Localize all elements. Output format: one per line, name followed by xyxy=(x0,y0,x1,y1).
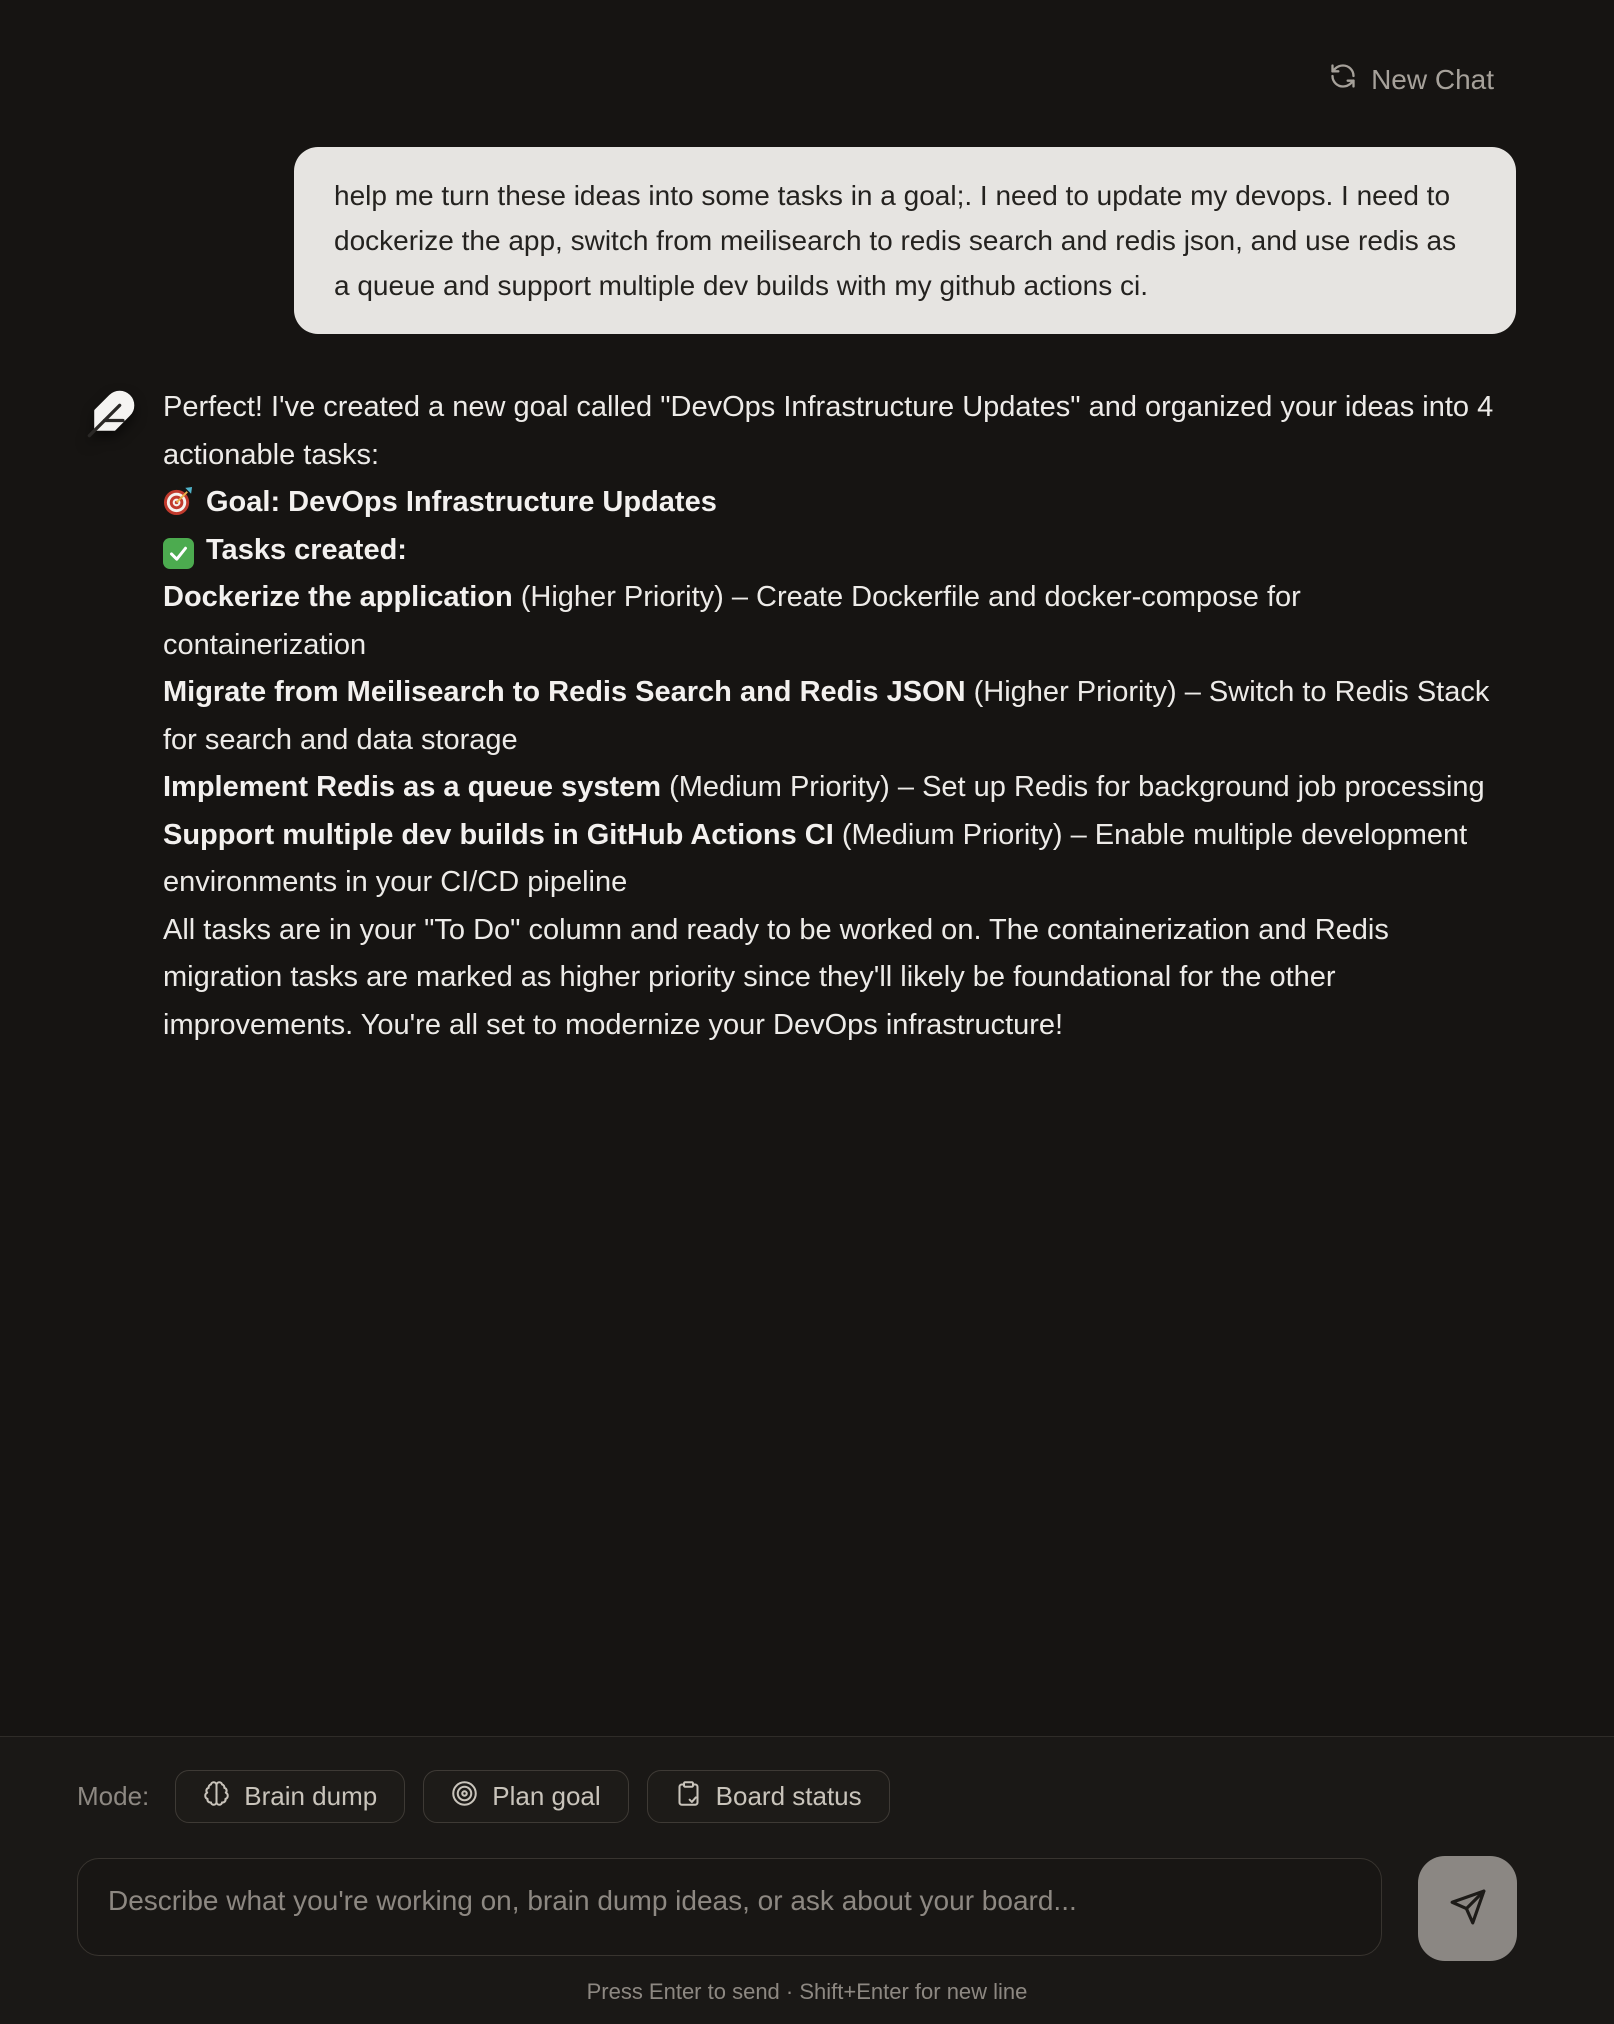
send-icon xyxy=(1449,1888,1487,1929)
assistant-message xyxy=(163,384,1496,1049)
assistant-message-row xyxy=(0,384,1614,1049)
user-message-row xyxy=(0,147,1614,334)
mode-label: Mode: xyxy=(77,1781,150,1811)
mode-buttons xyxy=(175,1770,889,1823)
clipboard-check-icon xyxy=(675,1780,702,1814)
mode-button-label: Board status xyxy=(715,1781,862,1811)
input-row xyxy=(0,1858,1614,1961)
task-title: Dockerize the application xyxy=(163,581,513,613)
mode-button-plan-goal[interactable] xyxy=(423,1770,628,1823)
brain-icon xyxy=(203,1780,230,1814)
tasks-created-line xyxy=(163,527,1496,575)
keyboard-hint: Press Enter to send · Shift+Enter for new line xyxy=(586,1979,1028,2004)
top-bar xyxy=(0,0,1614,97)
user-message-bubble: help me turn these ideas into some tasks in a goal;. I need to update my devops. I need to dockerize the app, switch from meilisearch to redis search and redis json, and use redis as a queue and support multiple dev builds with my github actions ci. xyxy=(294,147,1516,334)
mode-button-label: Plan goal xyxy=(492,1781,601,1811)
goal-heading: Goal: DevOps Infrastructure Updates xyxy=(206,486,717,518)
goal-line xyxy=(163,479,1496,527)
task-item xyxy=(163,764,1496,812)
mode-button-brain-dump[interactable] xyxy=(175,1770,405,1823)
task-detail: (Higher Priority) – Create Dockerfile and docker-compose for containerization xyxy=(163,581,1301,661)
task-item xyxy=(163,574,1496,669)
task-detail: (Medium Priority) – Enable multiple development environments in your CI/CD pipeline xyxy=(163,818,1468,898)
task-item xyxy=(163,812,1496,907)
tasks-heading: Tasks created: xyxy=(206,533,407,566)
mode-button-label: Brain dump xyxy=(244,1781,378,1811)
send-button[interactable] xyxy=(1418,1856,1517,1961)
mode-row xyxy=(0,1770,1614,1823)
task-detail: (Medium Priority) – Set up Redis for background job processing xyxy=(661,771,1485,803)
new-chat-label: New Chat xyxy=(1371,63,1494,95)
task-title: Implement Redis as a queue system xyxy=(163,771,662,803)
assistant-intro: Perfect! I've created a new goal called "DevOps Infrastructure Updates" and organized your ideas into 4 actionable tasks: xyxy=(163,391,1494,471)
composer-panel xyxy=(0,1736,1614,2024)
task-detail: (Higher Priority) – Switch to Redis Stack for search and data storage xyxy=(163,676,1490,756)
task-item xyxy=(163,669,1496,764)
assistant-outro: All tasks are in your "To Do" column and ready to be worked on. The containerization and Redis migration tasks are marked as higher priority since they'll likely be foundational for the other improvements. You're all set to modernize your DevOps infrastructure! xyxy=(163,913,1389,1041)
hint-row xyxy=(0,1979,1614,2005)
feather-icon xyxy=(85,388,137,446)
check-emoji-icon xyxy=(163,538,194,569)
mode-button-board-status[interactable] xyxy=(647,1770,890,1823)
task-title: Support multiple dev builds in GitHub Actions CI xyxy=(163,818,834,851)
target-icon xyxy=(451,1780,478,1814)
new-chat-button[interactable] xyxy=(1329,62,1494,97)
task-title: Migrate from Meilisearch to Redis Search and Redis JSON xyxy=(163,676,966,708)
refresh-icon xyxy=(1329,62,1357,97)
target-emoji-icon xyxy=(163,485,194,516)
message-input[interactable] xyxy=(77,1858,1382,1956)
